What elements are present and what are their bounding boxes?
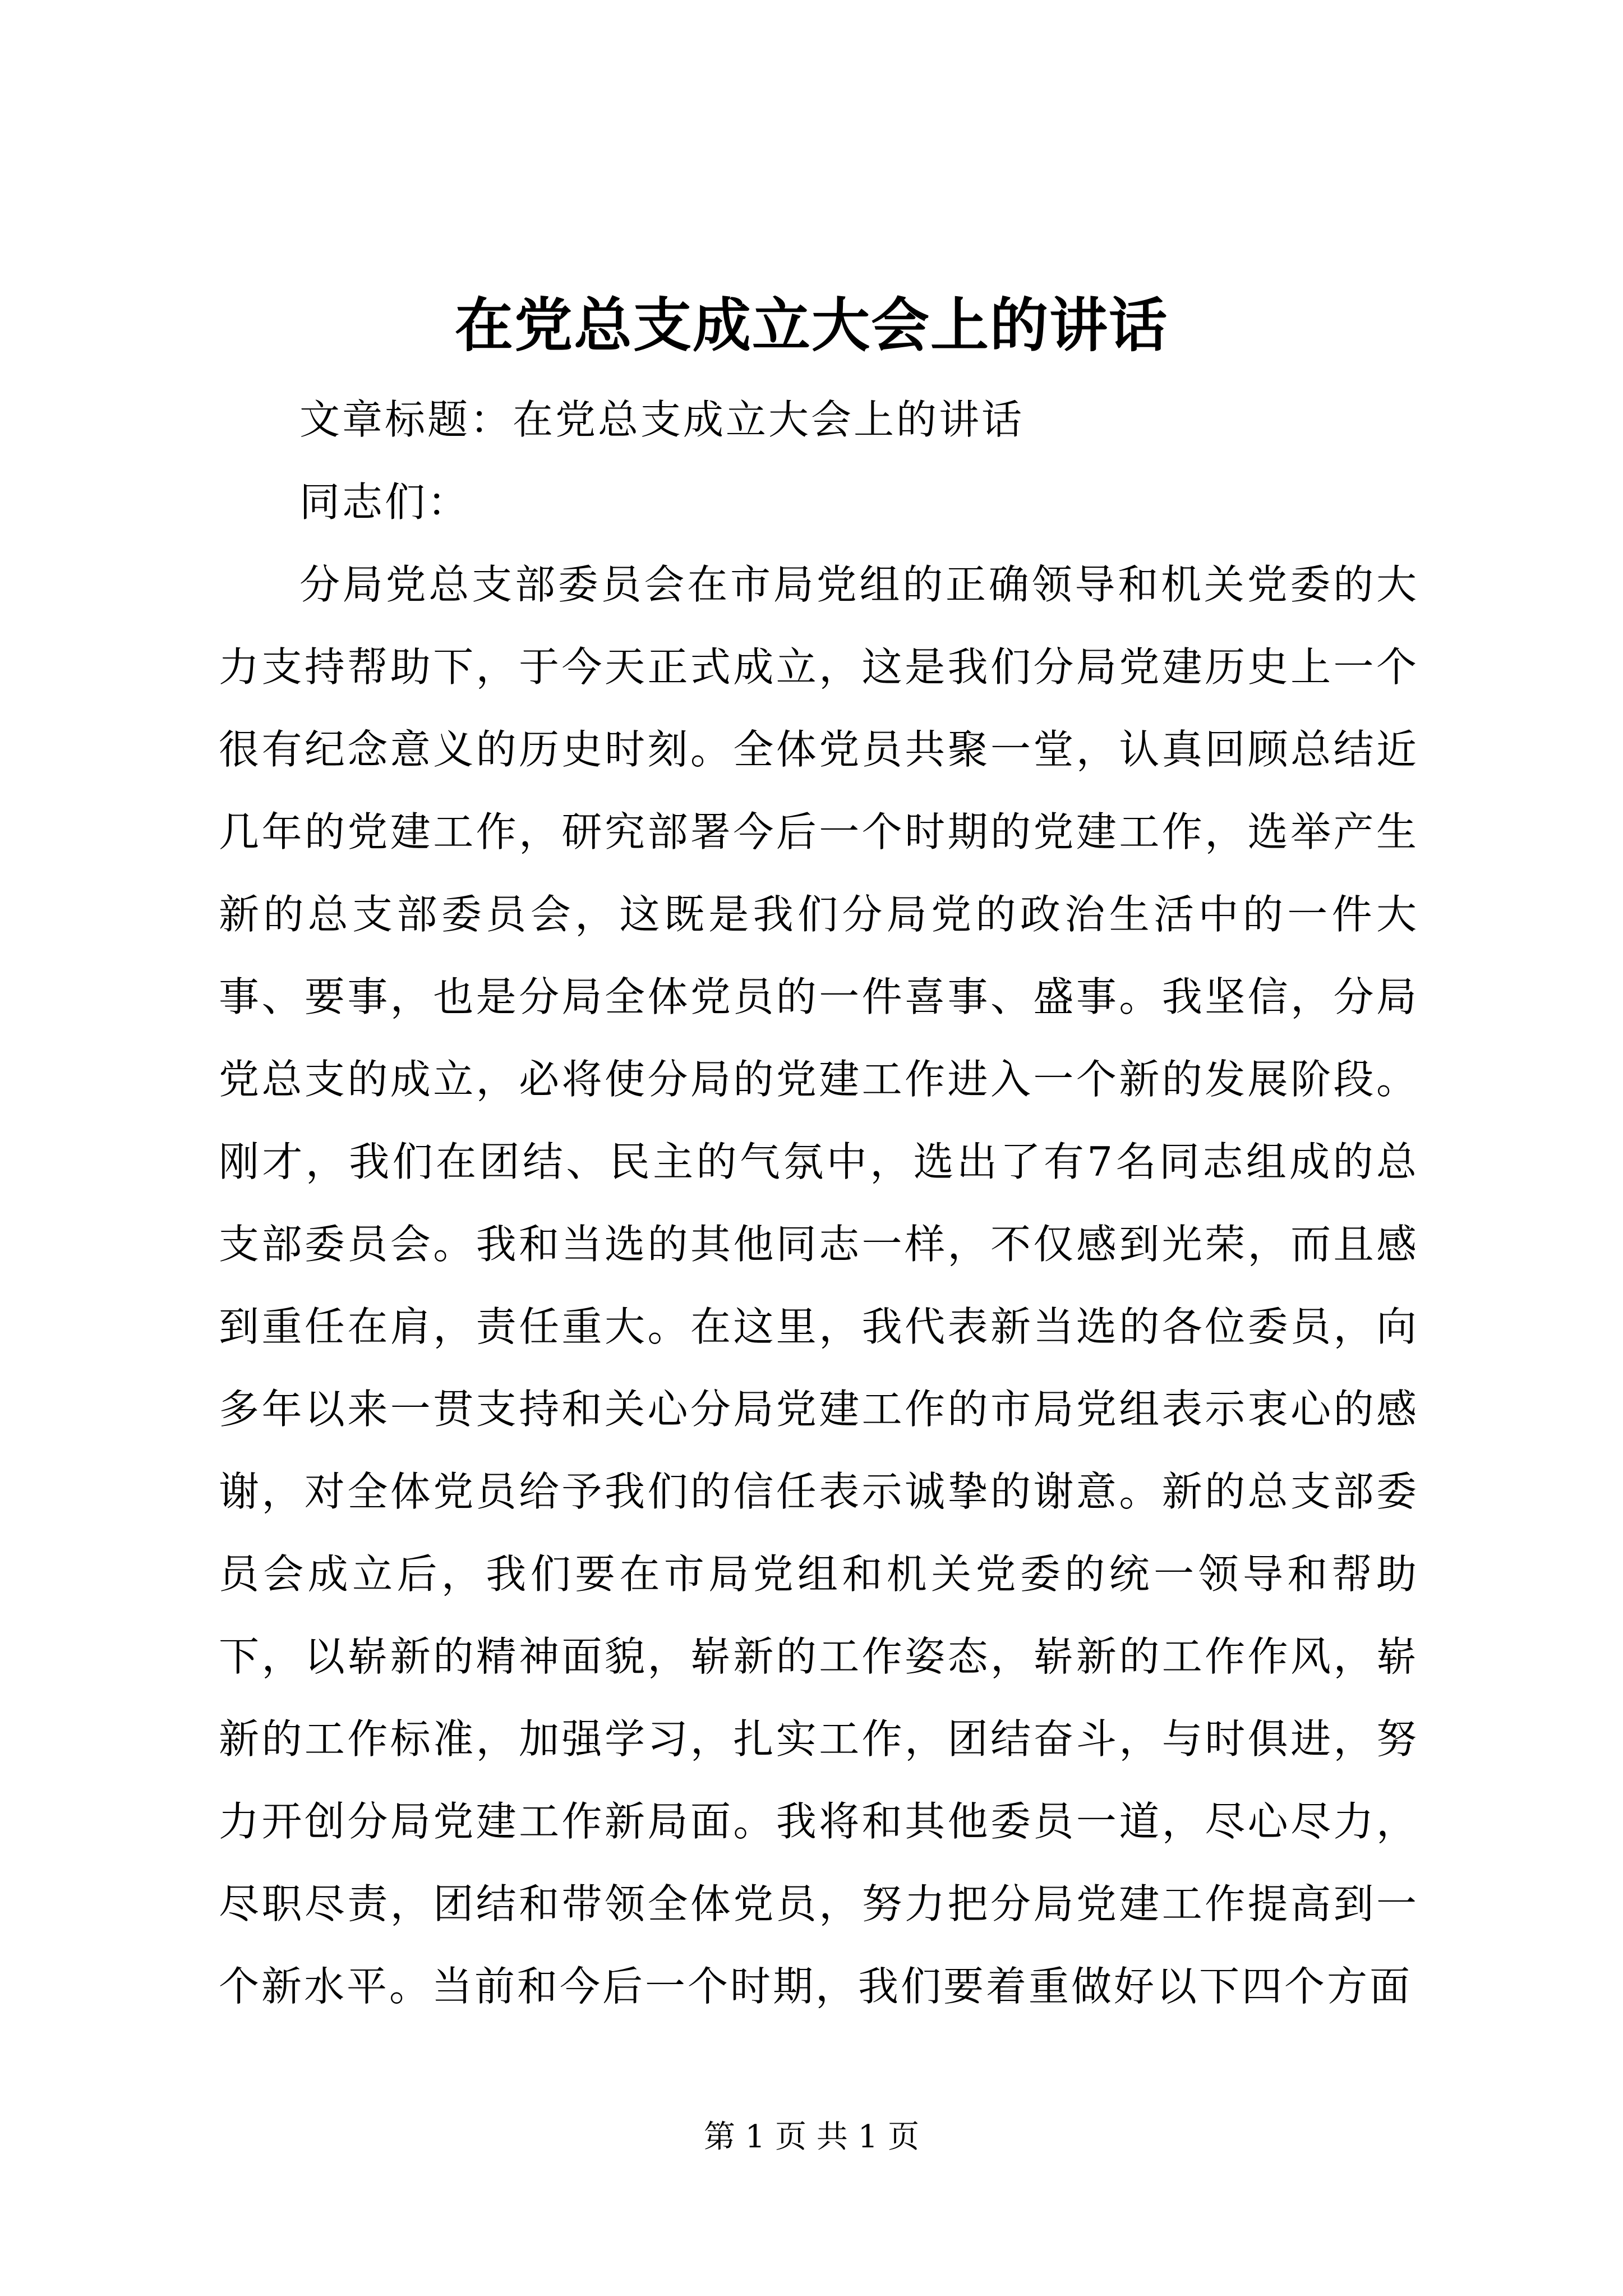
- salutation: 同志们：: [299, 478, 471, 526]
- body-paragraph: 分局党总支部委员会在市局党组的正确领导和机关党委的大力支持帮助下，于今天正式成立，这是我们分局党建历史上一个很有纪念意义的历史时刻。全体党员共聚一堂，认真回顾总结近几年的党建工作，研究部署今后一个时期的党建工作，选举产生新的总支部委员会，这既是我们分局党的政治生活中的一件大事、要事，也是分局全体党员的一件喜事、盛事。我坚信，分局党总支的成立，必将使分局的党建工作进入一个新的发展阶段。刚才，我们在团结、民主的气氛中，选出了有7名同志组成的总支部委员会。我和当选的其他同志一样，不仅感到光荣，而且感到重任在肩，责任重大。在这里，我代表新当选的各位委员，向多年以来一贯支持和关心分局党建工作的市局党组表示衷心的感谢，对全体党员给予我们的信任表示诚挚的谢意。新的总支部委员会成立后，我们要在市局党组和机关党委的统一领导和帮助下，以崭新的精神面貌，崭新的工作姿态，崭新的工作作风，崭新的工作标准，加强学习，扎实工作，团结奋斗，与时俱进，努力开创分局党建工作新局面。我将和其他委员一道，尽心尽力，尽职尽责，团结和带领全体党员，努力把分局党建工作提高到一个新水平。当前和今后一个时期，我们要着重做好以下四个方面: [219, 561, 1419, 2010]
- page-footer: [0, 2115, 1623, 2160]
- page-number-label: 第 1 页 共 1 页: [703, 2119, 920, 2155]
- document-title: 在党总支成立大会上的讲话: [454, 291, 1168, 360]
- document-body: [219, 379, 1419, 2028]
- article-title-line: 文章标题：在党总支成立大会上的讲话: [299, 396, 1025, 443]
